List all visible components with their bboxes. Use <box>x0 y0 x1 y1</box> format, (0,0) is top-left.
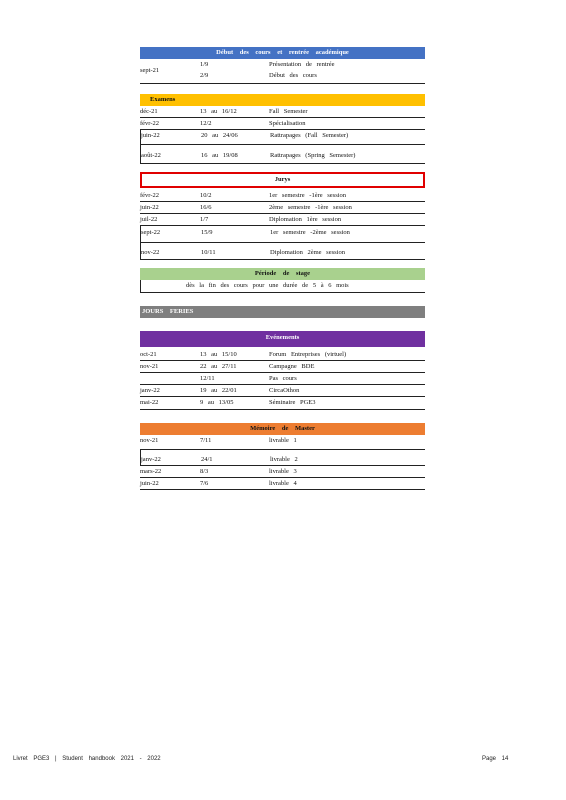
table-row <box>140 450 425 466</box>
table-row <box>140 478 425 490</box>
rentree-section <box>140 47 425 84</box>
table-row <box>140 373 425 385</box>
stage-section <box>140 268 425 293</box>
table-row <box>140 361 425 373</box>
event-cell: Forum Entreprises (virtuel) <box>269 351 347 358</box>
date-cell: 13 au 16/12 <box>200 108 237 115</box>
memoire-section <box>140 423 425 490</box>
month-cell: nov-22 <box>141 249 160 256</box>
event-cell: Diplomation 1ère session <box>269 216 342 223</box>
table-row <box>140 130 425 145</box>
month-cell: févr-22 <box>140 192 159 199</box>
memoire-header: Mémoire de Master <box>140 423 425 435</box>
month-cell: juil-22 <box>140 216 158 223</box>
table-row <box>140 243 425 260</box>
date-cell: 10/2 <box>200 192 212 199</box>
event-cell: CircaOthon <box>269 387 300 394</box>
stage-header: Période de stage <box>140 268 425 280</box>
rentree-header: Début des cours et rentrée académique <box>140 47 425 59</box>
month-cell: nov-21 <box>140 437 159 444</box>
event-cell: 1er semestre -2ème session <box>270 229 350 236</box>
event-cell: Début des cours <box>269 72 317 79</box>
date-cell: 13 au 15/10 <box>200 351 237 358</box>
table-row <box>140 59 425 70</box>
month-cell: juin-22 <box>140 480 159 487</box>
month-cell: févr-22 <box>140 120 159 127</box>
event-cell: livrable 2 <box>270 456 298 463</box>
date-cell: 16/6 <box>200 204 212 211</box>
footer-left: Livret PGE3 | Student handbook 2021 - 2022 <box>13 756 161 762</box>
table-row <box>140 214 425 226</box>
date-cell: 10/11 <box>201 249 216 256</box>
examens-header: Examens <box>140 94 425 106</box>
table-row <box>140 385 425 397</box>
date-cell: 7/11 <box>200 437 212 444</box>
date-cell: 22 au 27/11 <box>200 363 237 370</box>
event-cell: 2ème semestre -1ère session <box>269 204 352 211</box>
jurys-section <box>140 172 425 260</box>
event-cell: Présentation de rentrée <box>269 61 335 68</box>
table-row <box>140 118 425 130</box>
date-cell: 24/1 <box>201 456 213 463</box>
event-cell: livrable 1 <box>269 437 297 444</box>
month-cell: août-22 <box>141 152 161 159</box>
month-cell: oct-21 <box>140 351 157 358</box>
table-row <box>140 349 425 361</box>
month-cell: juin-22 <box>140 204 159 211</box>
date-cell: 20 au 24/06 <box>201 132 238 139</box>
page-number: Page 14 <box>482 756 509 762</box>
event-cell: Séminaire PGE3 <box>269 399 316 406</box>
event-cell: Campagne BDE <box>269 363 315 370</box>
table-row <box>140 70 425 81</box>
table-row <box>140 106 425 118</box>
event-cell: Fall Semester <box>269 108 308 115</box>
month-cell: nov-21 <box>140 363 159 370</box>
stage-text: dès la fin des cours pour une durée de 5 à 6 mois <box>186 282 349 289</box>
table-row <box>140 397 425 410</box>
table-row <box>140 226 425 243</box>
table-row <box>140 190 425 202</box>
event-cell: livrable 3 <box>269 468 297 475</box>
date-cell: 1/7 <box>200 216 209 223</box>
month-cell: juin-22 <box>141 132 160 139</box>
date-cell: 2/9 <box>200 72 209 79</box>
month-cell: janv-22 <box>140 387 160 394</box>
date-cell: 15/9 <box>201 229 213 236</box>
feries-section <box>140 306 425 318</box>
table-row <box>140 202 425 214</box>
date-cell: 8/3 <box>200 468 209 475</box>
table-row <box>140 435 425 450</box>
stage-text-row <box>140 280 425 293</box>
date-cell: 7/6 <box>200 480 209 487</box>
rentree-month: sept-21 <box>140 67 160 74</box>
month-cell: mai-22 <box>140 399 159 406</box>
evenements-section <box>140 331 425 410</box>
event-cell: Rattrapages (Spring Semester) <box>270 152 356 159</box>
month-cell: déc-21 <box>140 108 158 115</box>
month-cell: sept-22 <box>141 229 161 236</box>
event-cell: Pas cours <box>269 375 297 382</box>
date-cell: 16 au 19/08 <box>201 152 238 159</box>
evenements-header: Evénements <box>140 331 425 347</box>
date-cell: 9 au 13/05 <box>200 399 234 406</box>
feries-header: JOURS FERIES <box>140 306 425 318</box>
table-row <box>140 145 425 164</box>
date-cell: 19 au 22/01 <box>200 387 237 394</box>
month-cell: janv-22 <box>141 456 161 463</box>
event-cell: Spécialisation <box>269 120 306 127</box>
examens-section <box>140 94 425 164</box>
event-cell: Rattrapages (Fall Semester) <box>270 132 349 139</box>
event-cell: livrable 4 <box>269 480 297 487</box>
table-row <box>140 466 425 478</box>
date-cell: 12/11 <box>200 375 215 382</box>
date-cell: 12/2 <box>200 120 212 127</box>
date-cell: 1/9 <box>200 61 209 68</box>
month-cell: mars-22 <box>140 468 162 475</box>
event-cell: 1er semestre -1ère session <box>269 192 347 199</box>
event-cell: Diplomation 2ème session <box>270 249 345 256</box>
jurys-header: Jurys <box>140 172 425 188</box>
